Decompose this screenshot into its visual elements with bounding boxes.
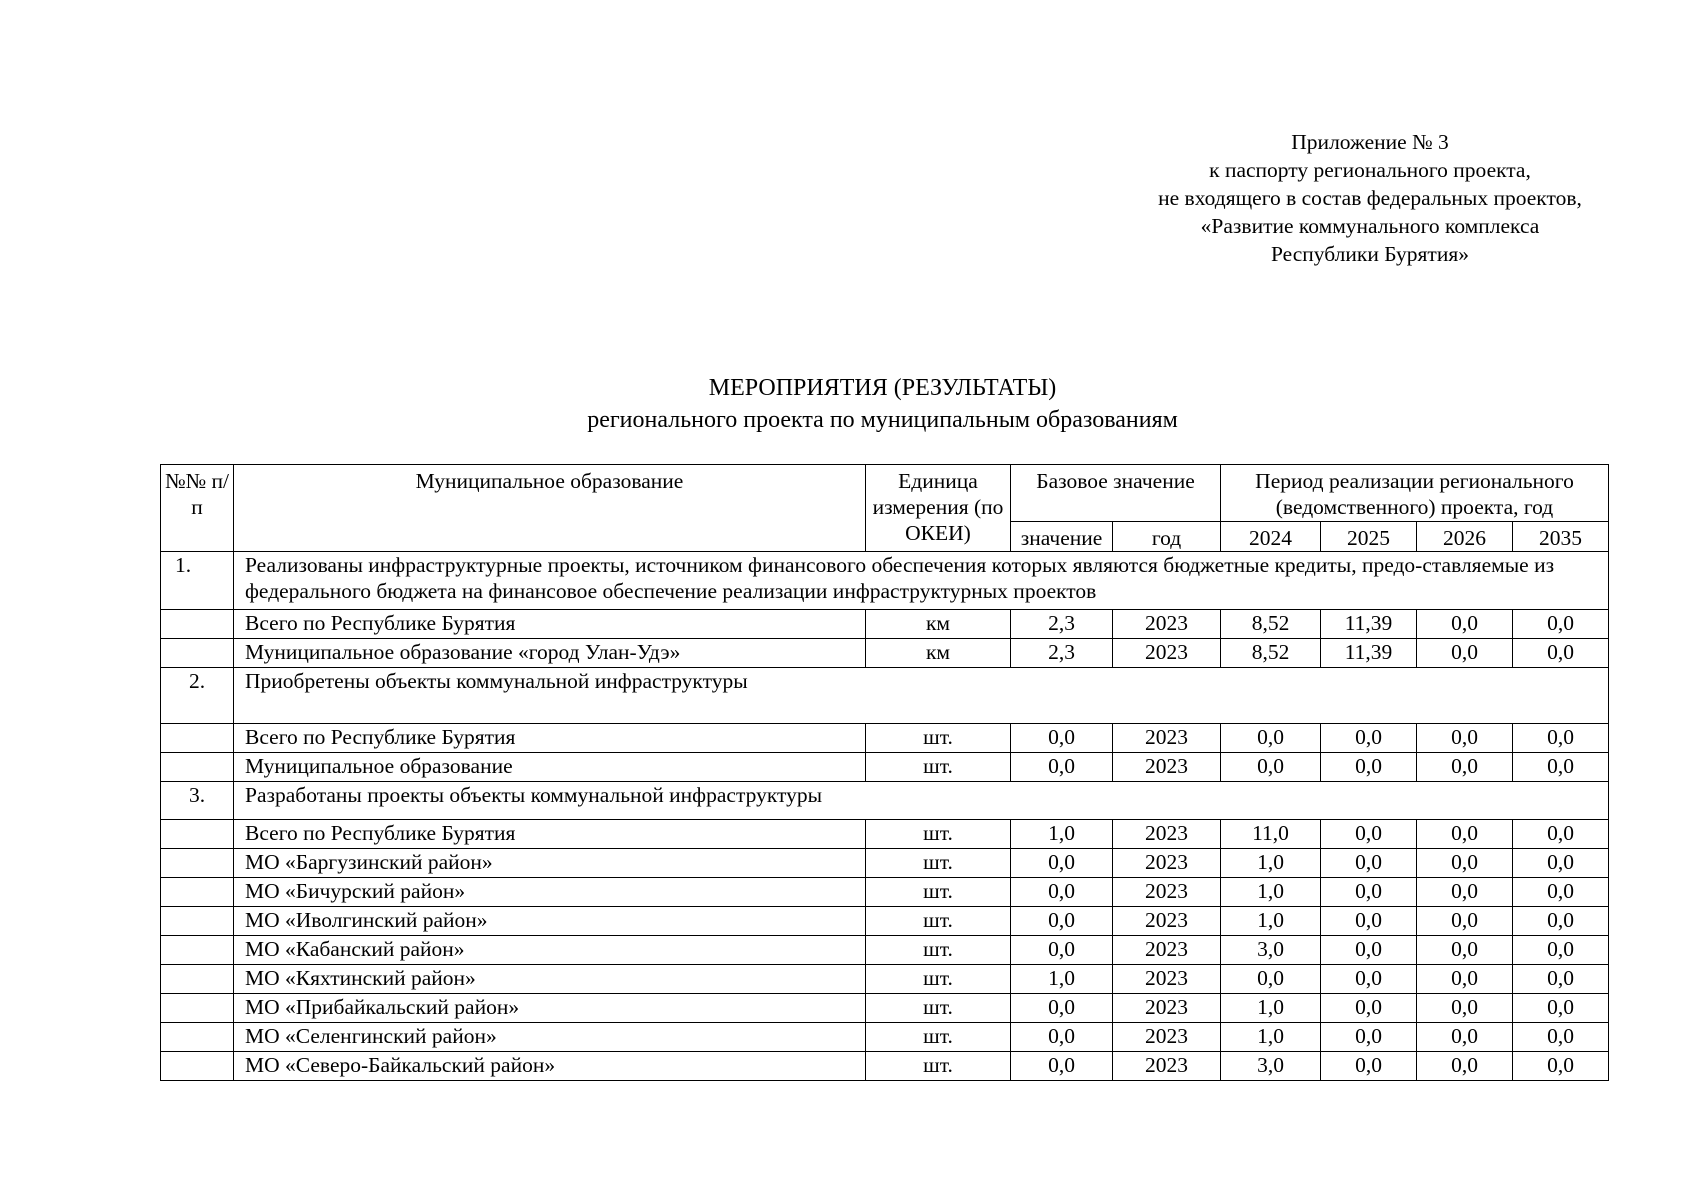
row-year-value: 0,0: [1513, 936, 1609, 965]
row-base-value: 0,0: [1011, 994, 1113, 1023]
row-year-value: 0,0: [1513, 849, 1609, 878]
row-year-value: 8,52: [1221, 610, 1321, 639]
row-number-empty: [161, 724, 234, 753]
row-municipality: Всего по Республике Бурятия: [234, 610, 866, 639]
row-base-year: 2023: [1113, 907, 1221, 936]
header-period: Период реализации регионального (ведомственного) проекта, год: [1221, 465, 1609, 522]
header-year: 2035: [1513, 522, 1609, 552]
row-number-empty: [161, 639, 234, 668]
row-year-value: 0,0: [1321, 820, 1417, 849]
row-year-value: 11,0: [1221, 820, 1321, 849]
row-year-value: 1,0: [1221, 907, 1321, 936]
appendix-line: не входящего в состав федеральных проектов,: [1158, 186, 1582, 210]
results-table: [160, 464, 1609, 1081]
table-row: [161, 639, 1609, 668]
row-municipality: Муниципальное образование: [234, 753, 866, 782]
row-number-empty: [161, 610, 234, 639]
row-number-empty: [161, 753, 234, 782]
row-year-value: 0,0: [1221, 965, 1321, 994]
row-base-year: 2023: [1113, 849, 1221, 878]
section-number: 3.: [161, 782, 234, 820]
row-base-value: 0,0: [1011, 724, 1113, 753]
appendix-line: Приложение № 3: [1291, 130, 1449, 154]
row-unit: шт.: [866, 936, 1011, 965]
row-year-value: 0,0: [1417, 965, 1513, 994]
row-year-value: 0,0: [1417, 610, 1513, 639]
table-row: [161, 965, 1609, 994]
row-year-value: 0,0: [1417, 849, 1513, 878]
row-number-empty: [161, 994, 234, 1023]
row-unit: км: [866, 639, 1011, 668]
row-base-year: 2023: [1113, 753, 1221, 782]
row-municipality: МО «Северо-Байкальский район»: [234, 1052, 866, 1081]
row-unit: шт.: [866, 820, 1011, 849]
row-base-year: 2023: [1113, 965, 1221, 994]
row-year-value: 11,39: [1321, 610, 1417, 639]
table-row: [161, 878, 1609, 907]
row-unit: км: [866, 610, 1011, 639]
header-municipality: Муниципальное образование: [234, 465, 866, 552]
row-base-year: 2023: [1113, 724, 1221, 753]
row-municipality: МО «Баргузинский район»: [234, 849, 866, 878]
header-base-year: год: [1113, 522, 1221, 552]
table-row: [161, 907, 1609, 936]
header-base: Базовое значение: [1011, 465, 1221, 522]
row-base-year: 2023: [1113, 820, 1221, 849]
row-number-empty: [161, 849, 234, 878]
row-year-value: 0,0: [1417, 907, 1513, 936]
row-year-value: 1,0: [1221, 878, 1321, 907]
row-year-value: 0,0: [1321, 994, 1417, 1023]
table-row: [161, 1052, 1609, 1081]
row-base-value: 0,0: [1011, 849, 1113, 878]
row-year-value: 0,0: [1513, 878, 1609, 907]
row-base-value: 0,0: [1011, 878, 1113, 907]
row-base-value: 0,0: [1011, 753, 1113, 782]
table-row: [161, 753, 1609, 782]
row-base-year: 2023: [1113, 994, 1221, 1023]
row-year-value: 11,39: [1321, 639, 1417, 668]
appendix-line: Республики Бурятия»: [1271, 242, 1469, 266]
row-year-value: 0,0: [1417, 753, 1513, 782]
table-row: [161, 994, 1609, 1023]
row-year-value: 0,0: [1321, 724, 1417, 753]
row-year-value: 3,0: [1221, 1052, 1321, 1081]
row-year-value: 0,0: [1513, 1052, 1609, 1081]
title-line-1: МЕРОПРИЯТИЯ (РЕЗУЛЬТАТЫ): [708, 375, 1057, 401]
row-base-year: 2023: [1113, 639, 1221, 668]
row-municipality: МО «Селенгинский район»: [234, 1023, 866, 1052]
table-row: [161, 610, 1609, 639]
row-municipality: Всего по Республике Бурятия: [234, 820, 866, 849]
row-year-value: 3,0: [1221, 936, 1321, 965]
table-row: [161, 936, 1609, 965]
row-year-value: 0,0: [1321, 849, 1417, 878]
row-unit: шт.: [866, 878, 1011, 907]
row-unit: шт.: [866, 965, 1011, 994]
title-line-2: регионального проекта по муниципальным образованиям: [587, 407, 1178, 433]
row-base-year: 2023: [1113, 936, 1221, 965]
row-base-value: 2,3: [1011, 639, 1113, 668]
row-year-value: 0,0: [1417, 1052, 1513, 1081]
section-title: Разработаны проекты объекты коммунальной инфраструктуры: [234, 782, 1609, 820]
header-base-value: значение: [1011, 522, 1113, 552]
row-year-value: 0,0: [1513, 907, 1609, 936]
row-base-year: 2023: [1113, 1023, 1221, 1052]
table-row: [161, 1023, 1609, 1052]
row-year-value: 0,0: [1417, 1023, 1513, 1052]
row-year-value: 0,0: [1417, 724, 1513, 753]
section-title: Приобретены объекты коммунальной инфраструктуры: [234, 668, 1609, 724]
row-base-value: 0,0: [1011, 907, 1113, 936]
section-row: [161, 668, 1609, 724]
row-base-year: 2023: [1113, 1052, 1221, 1081]
row-municipality: МО «Кяхтинский район»: [234, 965, 866, 994]
section-title: Реализованы инфраструктурные проекты, источником финансового обеспечения которых являются бюджетные кредиты, предо-ставляемые из федерального бюджета на финансовое обеспечение реализации инфраструктурных проектов: [234, 552, 1609, 610]
section-number: 2.: [161, 668, 234, 724]
table-row: [161, 820, 1609, 849]
row-municipality: Всего по Республике Бурятия: [234, 724, 866, 753]
row-number-empty: [161, 965, 234, 994]
row-year-value: 0,0: [1417, 820, 1513, 849]
row-base-value: 0,0: [1011, 1023, 1113, 1052]
row-unit: шт.: [866, 849, 1011, 878]
row-year-value: 0,0: [1321, 965, 1417, 994]
row-unit: шт.: [866, 1052, 1011, 1081]
section-row: [161, 552, 1609, 610]
row-unit: шт.: [866, 753, 1011, 782]
row-year-value: 1,0: [1221, 1023, 1321, 1052]
row-number-empty: [161, 907, 234, 936]
row-municipality: МО «Кабанский район»: [234, 936, 866, 965]
row-year-value: 0,0: [1513, 753, 1609, 782]
row-unit: шт.: [866, 907, 1011, 936]
header-num: №№ п/п: [161, 465, 234, 552]
appendix-line: «Развитие коммунального комплекса: [1200, 214, 1540, 238]
row-year-value: 0,0: [1417, 994, 1513, 1023]
row-year-value: 0,0: [1513, 994, 1609, 1023]
row-base-value: 0,0: [1011, 936, 1113, 965]
row-municipality: Муниципальное образование «город Улан-Удэ»: [234, 639, 866, 668]
header-unit: Единица измерения (по ОКЕИ): [866, 465, 1011, 552]
row-year-value: 0,0: [1321, 878, 1417, 907]
row-year-value: 0,0: [1321, 1023, 1417, 1052]
row-unit: шт.: [866, 1023, 1011, 1052]
row-unit: шт.: [866, 724, 1011, 753]
row-year-value: 0,0: [1321, 1052, 1417, 1081]
row-year-value: 0,0: [1513, 639, 1609, 668]
row-year-value: 0,0: [1417, 878, 1513, 907]
row-year-value: 0,0: [1321, 936, 1417, 965]
header-year: 2026: [1417, 522, 1513, 552]
row-year-value: 0,0: [1513, 965, 1609, 994]
row-base-value: 0,0: [1011, 1052, 1113, 1081]
row-number-empty: [161, 936, 234, 965]
row-year-value: 1,0: [1221, 849, 1321, 878]
row-year-value: 0,0: [1221, 724, 1321, 753]
row-base-year: 2023: [1113, 610, 1221, 639]
table-row: [161, 849, 1609, 878]
row-base-year: 2023: [1113, 878, 1221, 907]
header-year: 2025: [1321, 522, 1417, 552]
appendix-block: [1080, 128, 1660, 268]
row-year-value: 0,0: [1221, 753, 1321, 782]
row-base-value: 1,0: [1011, 965, 1113, 994]
row-year-value: 0,0: [1513, 724, 1609, 753]
row-year-value: 0,0: [1321, 753, 1417, 782]
appendix-line: к паспорту регионального проекта,: [1209, 158, 1531, 182]
row-year-value: 0,0: [1417, 639, 1513, 668]
header-year: 2024: [1221, 522, 1321, 552]
row-municipality: МО «Прибайкальский район»: [234, 994, 866, 1023]
row-year-value: 0,0: [1321, 907, 1417, 936]
table-row: [161, 724, 1609, 753]
section-row: [161, 782, 1609, 820]
row-year-value: 8,52: [1221, 639, 1321, 668]
row-year-value: 0,0: [1513, 610, 1609, 639]
row-unit: шт.: [866, 994, 1011, 1023]
row-municipality: МО «Бичурский район»: [234, 878, 866, 907]
document-title: [160, 372, 1605, 436]
row-year-value: 1,0: [1221, 994, 1321, 1023]
row-number-empty: [161, 878, 234, 907]
section-number: 1.: [161, 552, 234, 610]
row-number-empty: [161, 1052, 234, 1081]
row-year-value: 0,0: [1513, 1023, 1609, 1052]
row-year-value: 0,0: [1417, 936, 1513, 965]
row-number-empty: [161, 1023, 234, 1052]
row-base-value: 1,0: [1011, 820, 1113, 849]
row-base-value: 2,3: [1011, 610, 1113, 639]
row-number-empty: [161, 820, 234, 849]
row-year-value: 0,0: [1513, 820, 1609, 849]
row-municipality: МО «Иволгинский район»: [234, 907, 866, 936]
